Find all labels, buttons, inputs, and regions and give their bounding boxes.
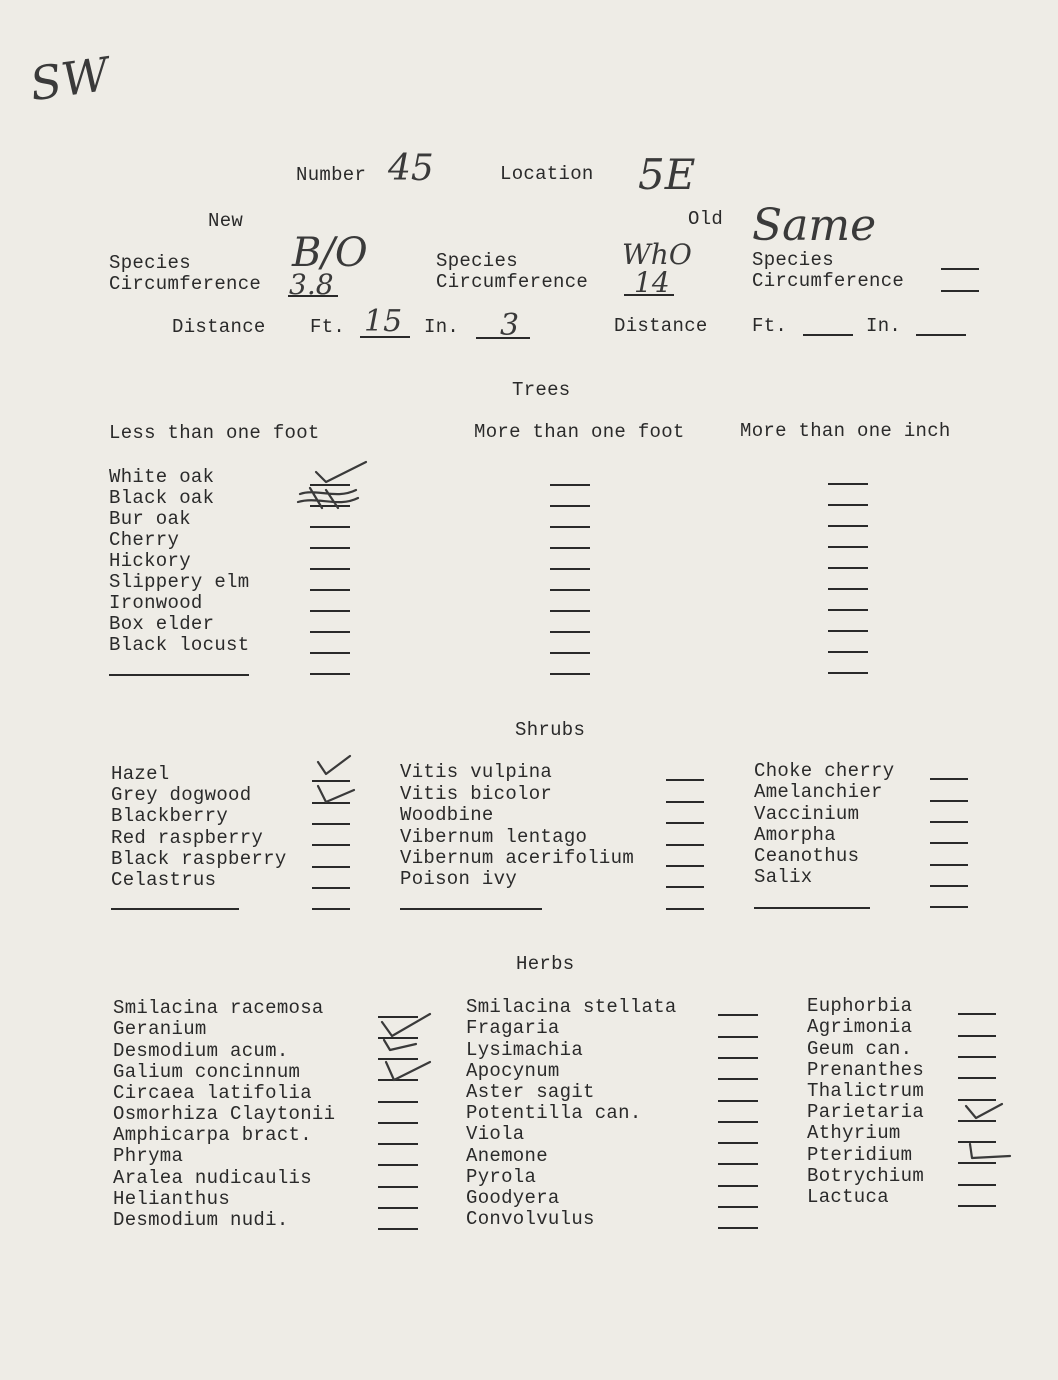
- ft-label: Ft.: [310, 316, 346, 338]
- check-mark-icon: [314, 752, 354, 778]
- check-mark-icon: [380, 1034, 420, 1054]
- herb-item: Lactuca: [807, 1186, 889, 1208]
- old-circumference-label: Circumference: [436, 271, 589, 293]
- new-species-value: B/O: [292, 230, 368, 276]
- herb-item: Goodyera: [466, 1187, 560, 1209]
- shrub-item: Vibernum acerifolium: [400, 847, 635, 869]
- herbs-heading: Herbs: [516, 953, 575, 975]
- tree-item: White oak: [109, 466, 215, 488]
- tree-blank-name: [109, 674, 249, 676]
- shrub-item: Poison ivy: [400, 868, 518, 890]
- shrubs-heading: Shrubs: [515, 719, 586, 741]
- tree-item: Black oak: [109, 487, 215, 509]
- herb-item: Anemone: [466, 1145, 548, 1167]
- shrub-item: Woodbine: [400, 804, 494, 826]
- herb-item: Apocynum: [466, 1060, 560, 1082]
- herb-item: Desmodium nudi.: [113, 1209, 289, 1231]
- herb-item: Amphicarpa bract.: [113, 1124, 312, 1146]
- shrub-item: Vitis bicolor: [400, 783, 553, 805]
- distance-label-old: Distance: [614, 315, 708, 337]
- herb-item: Euphorbia: [807, 995, 913, 1017]
- shrub-item: Amelanchier: [754, 781, 883, 803]
- new-circumference-value: 3.8: [289, 268, 334, 301]
- trees-col-header-2: More than one foot: [474, 421, 685, 443]
- shrub-item: Blackberry: [111, 805, 229, 827]
- herb-item: Botrychium: [807, 1165, 925, 1187]
- scribble-mark-icon: [296, 486, 362, 510]
- shrub-item: Celastrus: [111, 869, 217, 891]
- check-mark-icon: [964, 1140, 1014, 1164]
- herb-item: Prenanthes: [807, 1059, 925, 1081]
- check-mark-icon: [380, 1058, 434, 1084]
- herb-item: Athyrium: [807, 1122, 901, 1144]
- shrub-item: Amorpha: [754, 824, 836, 846]
- trees-heading: Trees: [512, 379, 571, 401]
- old-note: Same: [752, 200, 877, 251]
- herb-item: Pteridium: [807, 1144, 913, 1166]
- shrub-item: Red raspberry: [111, 827, 264, 849]
- check-mark-icon: [310, 458, 370, 486]
- check-mark-icon: [314, 782, 358, 806]
- herb-item: Geum can.: [807, 1038, 913, 1060]
- herb-item: Viola: [466, 1123, 525, 1145]
- number-label: Number: [296, 164, 367, 186]
- herb-item: Osmorhiza Claytonii: [113, 1103, 336, 1125]
- new-label: New: [208, 210, 244, 232]
- location-label: Location: [500, 163, 594, 185]
- trees-col-header-3: More than one inch: [740, 420, 951, 442]
- herb-item: Potentilla can.: [466, 1102, 642, 1124]
- herb-item: Geranium: [113, 1018, 207, 1040]
- new-circumference-label: Circumference: [109, 273, 262, 295]
- distance-label: Distance: [172, 316, 266, 338]
- shrub-item: Black raspberry: [111, 848, 287, 870]
- in-label-old: In.: [866, 315, 902, 337]
- same-circumference-label: Circumference: [752, 270, 905, 292]
- herb-item: Pyrola: [466, 1166, 537, 1188]
- in-value: 3: [500, 308, 520, 343]
- herb-item: Circaea latifolia: [113, 1082, 312, 1104]
- herb-item: Aster sagit: [466, 1081, 595, 1103]
- shrub-item: Vaccinium: [754, 803, 860, 825]
- ft-label-old: Ft.: [752, 315, 788, 337]
- herb-item: Convolvulus: [466, 1208, 595, 1230]
- herb-item: Lysimachia: [466, 1039, 584, 1061]
- tree-item: Box elder: [109, 613, 215, 635]
- shrub-item: Choke cherry: [754, 760, 895, 782]
- herb-item: Helianthus: [113, 1188, 231, 1210]
- shrub-item: Ceanothus: [754, 845, 860, 867]
- number-value: 45: [388, 148, 434, 189]
- herb-item: Galium concinnum: [113, 1061, 301, 1083]
- same-species-label: Species: [752, 249, 834, 271]
- herb-item: Fragaria: [466, 1017, 560, 1039]
- herb-item: Thalictrum: [807, 1080, 925, 1102]
- old-species-label: Species: [436, 250, 518, 272]
- tree-item: Bur oak: [109, 508, 191, 530]
- corner-note: SW: [26, 46, 113, 112]
- herb-item: Desmodium acum.: [113, 1040, 289, 1062]
- tree-item: Slippery elm: [109, 571, 250, 593]
- tree-item: Cherry: [109, 529, 180, 551]
- herb-item: Agrimonia: [807, 1016, 913, 1038]
- old-species-value: WhO: [622, 238, 692, 271]
- tree-item: Hickory: [109, 550, 191, 572]
- herb-item: Parietaria: [807, 1101, 925, 1123]
- shrub-item: Grey dogwood: [111, 784, 252, 806]
- ft-value: 15: [364, 304, 403, 339]
- shrub-item: Vitis vulpina: [400, 761, 553, 783]
- shrub-item: Salix: [754, 866, 813, 888]
- shrub-item: Vibernum lentago: [400, 826, 588, 848]
- herb-item: Smilacina racemosa: [113, 997, 324, 1019]
- herb-item: Smilacina stellata: [466, 996, 677, 1018]
- herb-item: Phryma: [113, 1145, 184, 1167]
- old-circumference-value: 14: [634, 266, 670, 299]
- new-species-label: Species: [109, 252, 191, 274]
- tree-item: Black locust: [109, 634, 250, 656]
- tree-item: Ironwood: [109, 592, 203, 614]
- trees-col-header-1: Less than one foot: [109, 422, 320, 444]
- in-label: In.: [424, 316, 460, 338]
- old-label: Old: [688, 208, 724, 230]
- shrub-item: Hazel: [111, 763, 170, 785]
- check-mark-icon: [962, 1100, 1006, 1122]
- location-value: 5E: [638, 150, 696, 199]
- herb-item: Aralea nudicaulis: [113, 1167, 312, 1189]
